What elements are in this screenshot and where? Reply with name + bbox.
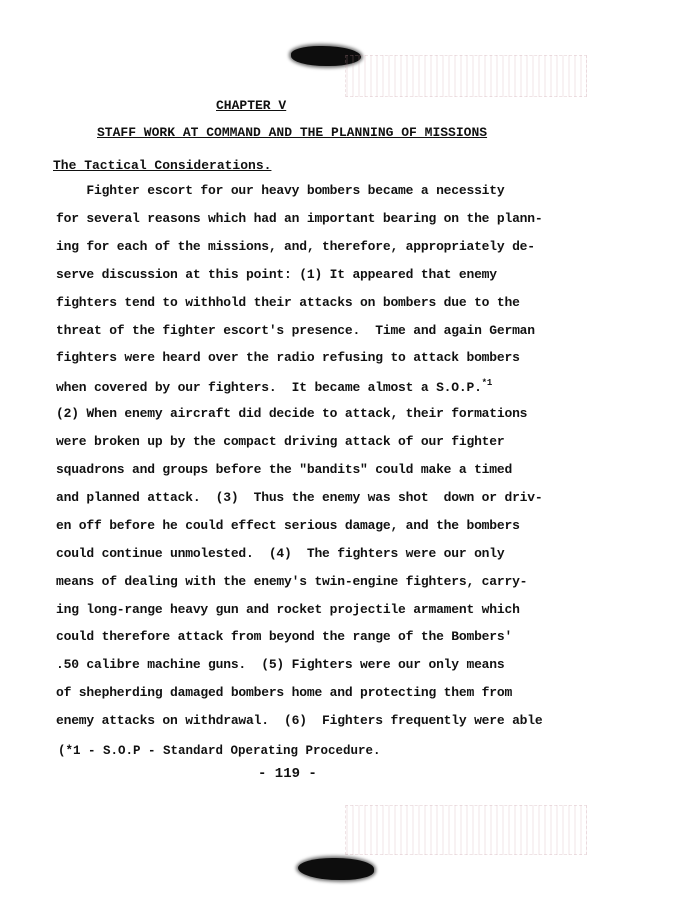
- body-line: could therefore attack from beyond the range of the Bombers': [56, 629, 513, 645]
- body-line: serve discussion at this point: (1) It appeared that enemy: [56, 266, 497, 282]
- faded-stamp-top: [345, 55, 587, 97]
- body-line: were broken up by the compact driving attack of our fighter: [56, 434, 505, 450]
- body-line: threat of the fighter escort's presence. Time and again German: [56, 322, 535, 338]
- body-line: (2) When enemy aircraft did decide to attack, their formations: [56, 406, 528, 422]
- body-line: en off before he could effect serious damage, and the bombers: [56, 517, 520, 533]
- body-line: of shepherding damaged bombers home and protecting them from: [56, 685, 513, 701]
- section-heading: The Tactical Considerations.: [53, 158, 272, 173]
- body-line: ing long-range heavy gun and rocket projectile armament which: [56, 601, 520, 617]
- body-line: fighters tend to withhold their attacks on bombers due to the: [56, 294, 520, 310]
- body-line: .50 calibre machine guns. (5) Fighters were our only means: [56, 657, 505, 673]
- body-line: squadrons and groups before the "bandits" could make a timed: [56, 462, 513, 477]
- body-line: and planned attack. (3) Thus the enemy was shot down or driv-: [56, 489, 543, 505]
- body-line: when covered by our fighters. It became almost a S.O.P.$^{*1}$: [56, 378, 493, 396]
- faded-stamp-bottom: [345, 805, 587, 855]
- footnote-marker: *1: [481, 378, 493, 389]
- body-line: enemy attacks on withdrawal. (6) Fighters frequently were able: [56, 713, 543, 729]
- chapter-title: STAFF WORK AT COMMAND AND THE PLANNING OF MISSIONS: [97, 125, 488, 140]
- body-line: fighters were heard over the radio refusing to attack bombers: [56, 350, 520, 366]
- body-line: Fighter escort for our heavy bombers became a necessity: [56, 183, 505, 198]
- footnote: (*1 - S.O.P - Standard Operating Procedure.: [58, 744, 381, 758]
- body-line: means of dealing with the enemy's twin-engine fighters, carry-: [56, 573, 528, 589]
- page-number: - 119 -: [258, 766, 317, 782]
- body-line: could continue unmolested. (4) The fighters were our only: [56, 545, 505, 561]
- body-line: for several reasons which had an important bearing on the plann-: [56, 210, 543, 226]
- redaction-mark-bottom: [298, 858, 374, 880]
- body-line: ing for each of the missions, and, therefore, appropriately de-: [56, 238, 535, 254]
- chapter-heading: CHAPTER V: [216, 98, 287, 113]
